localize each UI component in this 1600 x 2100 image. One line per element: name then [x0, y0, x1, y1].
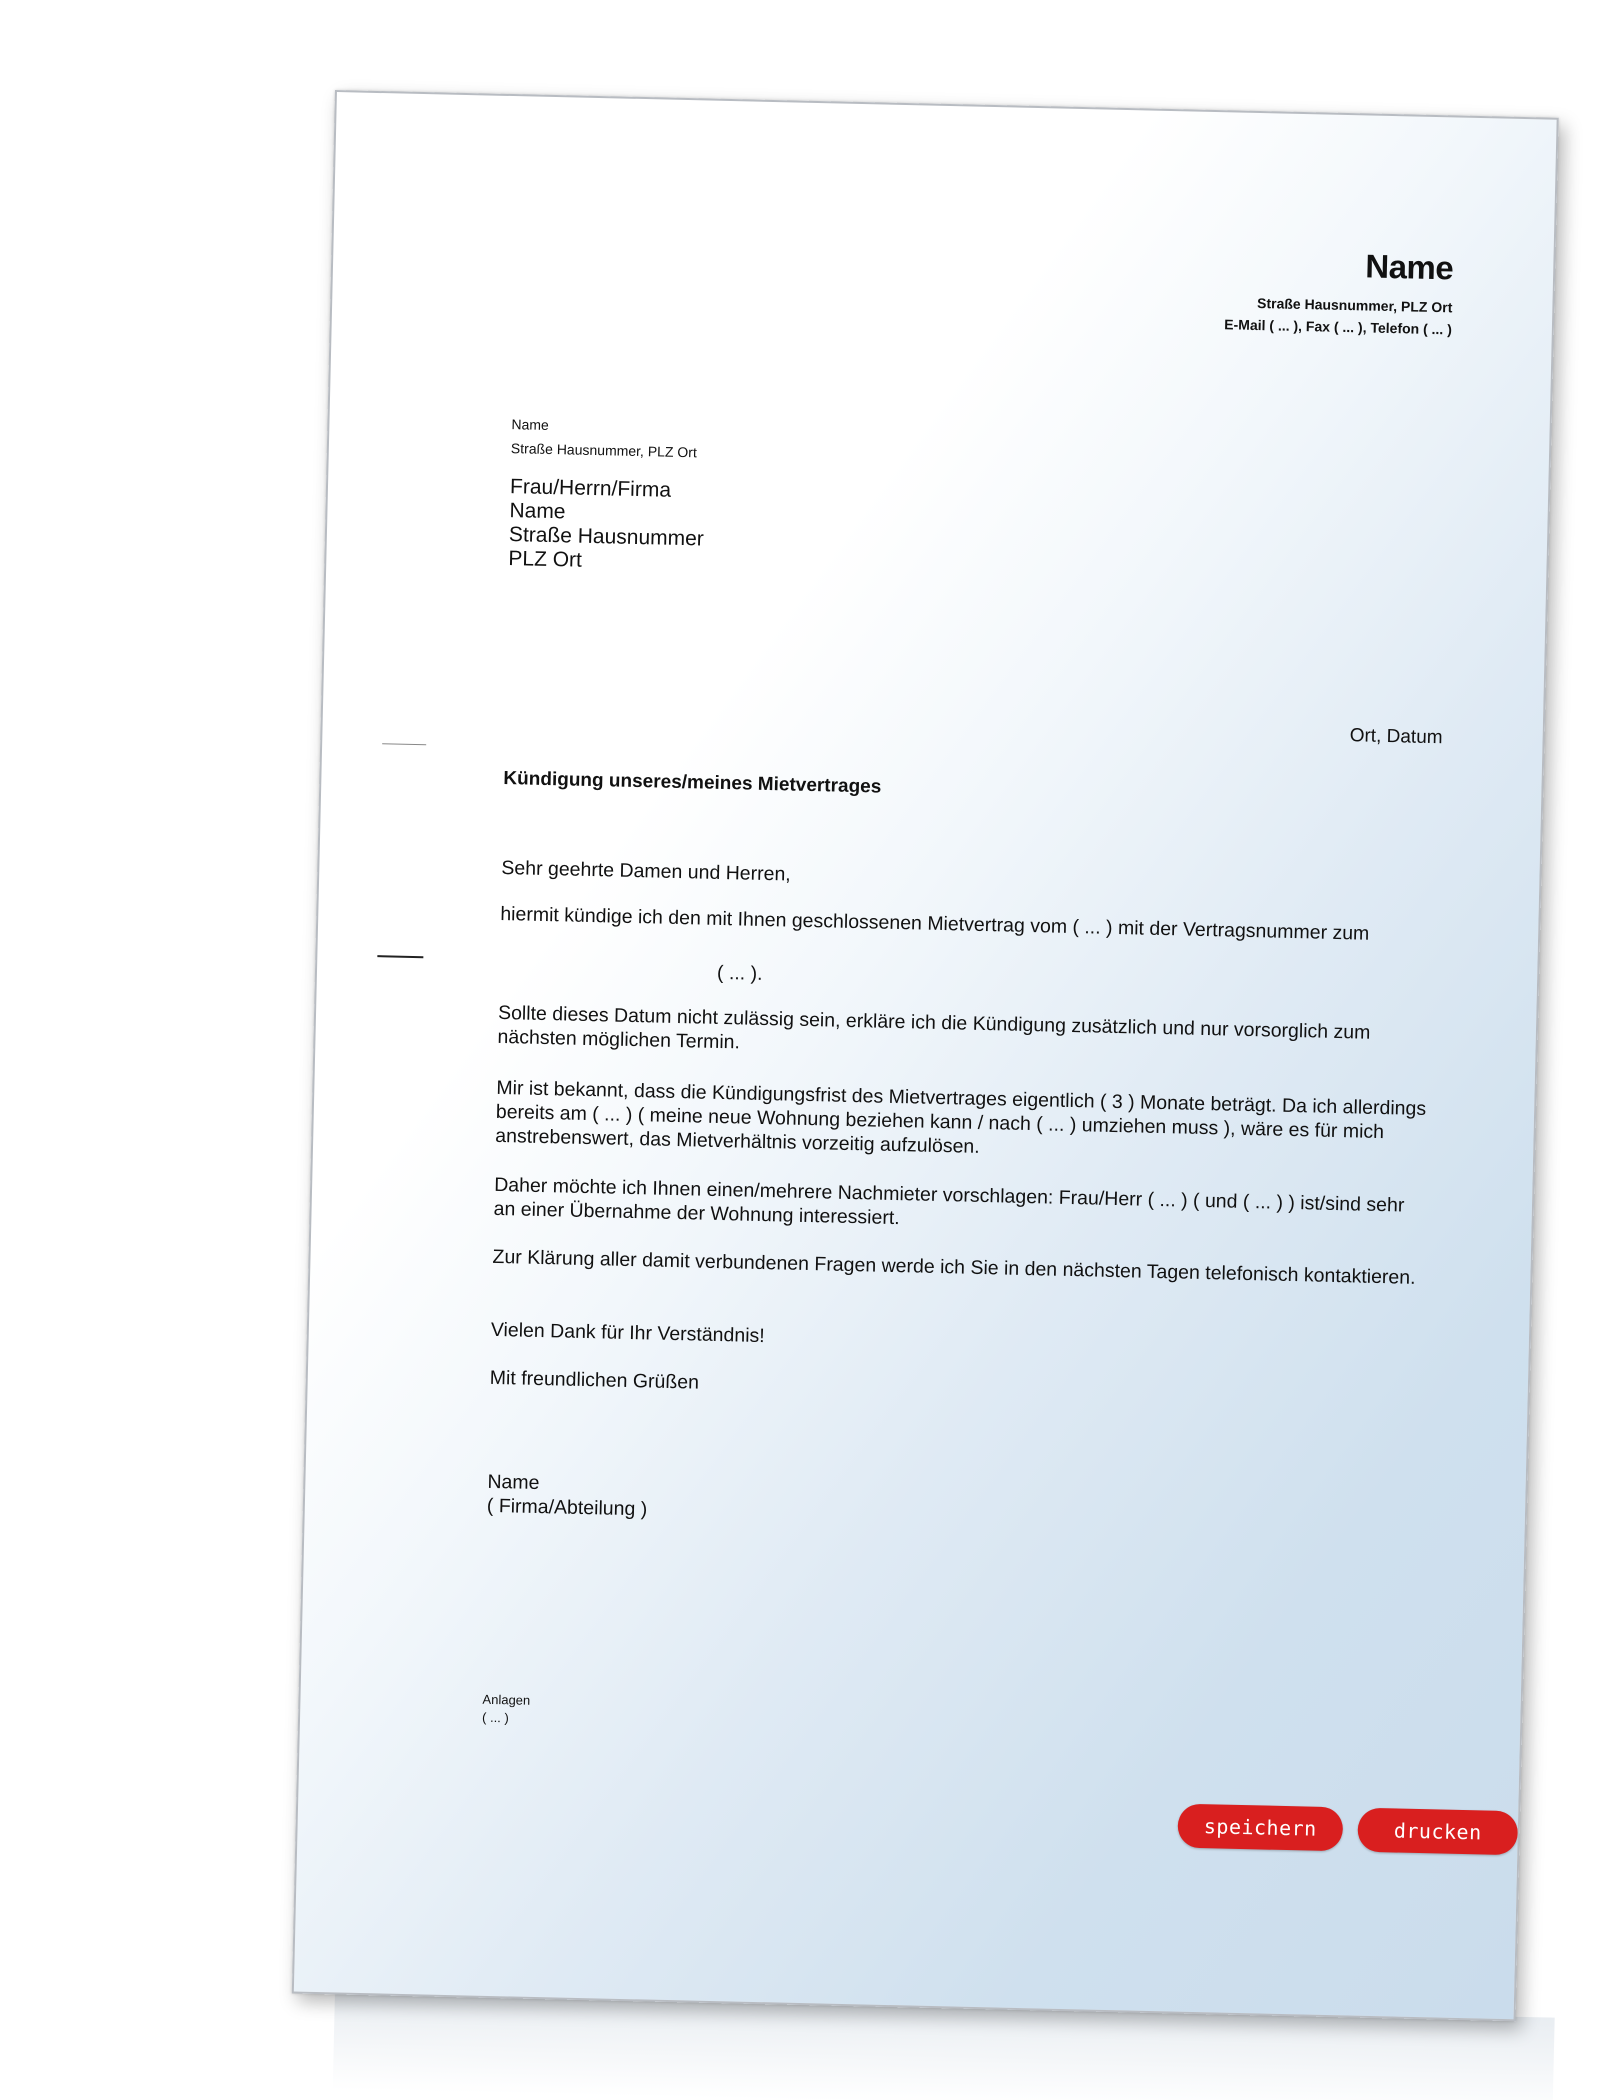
recipient-name: Name	[509, 499, 566, 524]
print-button[interactable]: drucken	[1357, 1808, 1518, 1856]
attachments-value: ( ... )	[481, 1709, 510, 1726]
greeting: Sehr geehrte Damen und Herren,	[501, 856, 791, 886]
recipient-city: PLZ Ort	[508, 547, 583, 572]
paragraph-termination: hiermit kündige ich den mit Ihnen geschlossenen Mietvertrag vom ( ... ) mit der Vertragsnummer zum	[500, 902, 1370, 945]
place-date: Ort, Datum	[1349, 725, 1443, 749]
paragraph-notice-period: Mir ist bekannt, dass die Kündigungsfrist des Mietvertrages eigentlich ( 3 ) Monate beträgt. Da ich allerdings bereits am ( ... ) ( meine neue Wohnung beziehen kann / nach ( ... ) umziehen muss ), wäre es für mich anstrebenswert, das Mietverhältnis vorzeitig aufzulösen.	[495, 1076, 1427, 1158]
recipient-street: Straße Hausnummer	[508, 523, 705, 551]
fold-mark	[382, 743, 426, 745]
signature-department: ( Firma/Abteilung )	[486, 1494, 648, 1521]
attachments-label: Anlagen	[482, 1691, 531, 1708]
return-address-name: Name	[511, 416, 549, 433]
sender-street: Straße Hausnummer, PLZ Ort	[1256, 294, 1453, 316]
document-preview	[292, 90, 1555, 2017]
paragraph-contact: Zur Klärung aller damit verbundenen Fragen werde ich Sie in den nächsten Tagen telefonisch kontaktieren.	[492, 1245, 1416, 1289]
return-address-street: Straße Hausnummer, PLZ Ort	[510, 440, 698, 461]
letter-page	[292, 90, 1559, 2021]
signature-name: Name	[487, 1470, 540, 1494]
paragraph-fallback-date: Sollte dieses Datum nicht zulässig sein, erkläre ich die Kündigung zusätzlich und nur vorsorglich zum nächsten möglichen Termin.	[497, 1001, 1371, 1054]
recipient-salutation: Frau/Herrn/Firma	[509, 475, 672, 502]
letter-subject: Kündigung unseres/meines Mietvertrages	[503, 768, 882, 798]
save-button[interactable]: speichern	[1177, 1804, 1343, 1852]
termination-date: ( ... ).	[716, 961, 763, 985]
sender-contact: E-Mail ( ... ), Fax ( ... ), Telefon ( ... )	[1224, 316, 1453, 338]
sender-name: Name	[1364, 247, 1454, 287]
punch-mark	[377, 955, 423, 958]
closing: Mit freundlichen Grüßen	[489, 1366, 700, 1394]
paragraph-thanks: Vielen Dank für Ihr Verständnis!	[490, 1318, 765, 1348]
paragraph-successor-tenant: Daher möchte ich Ihnen einen/mehrere Nachmieter vorschlagen: Frau/Herr ( ... ) ( und ( ... ) ) ist/sind sehr an einer Übernahme der Wohnung interessiert.	[493, 1173, 1405, 1230]
